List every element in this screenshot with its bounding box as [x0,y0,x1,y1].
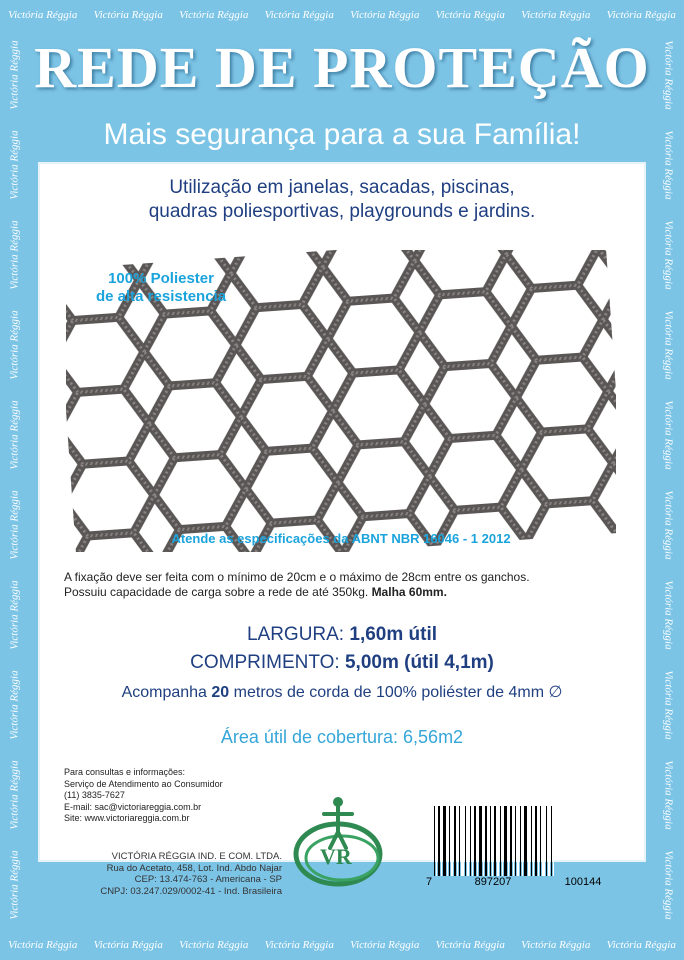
border-label: Victória Réggia [9,760,21,830]
border-label: Victória Réggia [663,310,675,380]
contact-info [64,767,223,825]
border-label: Victória Réggia [663,850,675,920]
abnt-note: Atende as especificações da ABNT NBR 16046 - 1 2012 [171,531,511,546]
barcode-bar [520,806,521,876]
barcode-bar [528,806,530,876]
barcode-bar [513,806,514,876]
barcode-bar [551,806,552,876]
rope-length: 20 [211,684,230,701]
capacity-text: Possuiu capacidade de carga sobre a rede de até 350kg. [64,585,369,599]
border-label: Victória Réggia [179,939,249,951]
border-right [654,30,684,930]
border-label: Victória Réggia [663,490,675,560]
barcode-bar [531,806,532,876]
barcode-bar [434,806,435,876]
barcode-bar [546,806,547,876]
barcode-bar [461,806,464,876]
border-label: Victória Réggia [521,939,591,951]
border-label: Victória Réggia [350,939,420,951]
contact-phone: (11) 3835-7627 [64,790,125,800]
length-value: 5,00m (útil 4,1m) [344,652,494,673]
barcode-bar [553,806,554,876]
border-label: Victória Réggia [9,130,21,200]
material-badge [96,270,226,306]
barcode-bar [441,806,442,876]
contact-email: E-mail: sac@victoriareggia.com.br [64,801,202,812]
badge-line: de alta resistencia [96,288,227,305]
length-spec [38,652,646,674]
area-label: Área útil de cobertura: [220,727,399,747]
barcode-bar [510,806,512,876]
fixation-line: A fixação deve ser feita com o mínimo de 20cm e o máximo de 28cm entre os ganchos. [64,570,530,584]
barcode-bar [494,806,496,876]
barcode-right: 100144 [564,876,602,888]
barcode-bar [457,806,458,876]
border-left [0,30,30,930]
barcode-bar [500,806,501,876]
border-label: Victória Réggia [663,40,675,110]
border-label: Victória Réggia [606,939,676,951]
fixation-line [64,585,634,600]
usage-text [38,176,646,224]
barcode-numbers [424,876,634,888]
border-label: Victória Réggia [521,9,591,21]
barcode-bar [492,806,493,876]
border-label: Victória Réggia [9,220,21,290]
border-label: Victória Réggia [9,580,21,650]
barcode-bar [533,806,534,876]
barcode-bar [522,806,523,876]
border-top [0,0,684,30]
border-label: Victória Réggia [9,400,21,470]
barcode-bar [524,806,527,876]
border-label: Victória Réggia [264,9,334,21]
barcode-bar [472,806,473,876]
border-label: Victória Réggia [350,9,420,21]
barcode-bar [497,806,499,876]
company-address: Rua do Acetato, 458, Lot. Ind. Abdo Najar [106,862,282,874]
contact-line: Para consultas e informações: [64,767,186,777]
contact-line: Serviço de Atendimento ao Consumidor [64,778,223,789]
border-bottom [0,930,684,960]
net-photo [66,250,616,552]
rope-text-b: metros de corda de 100% poliéster de 4mm [233,684,545,701]
border-label: Victória Réggia [179,9,249,21]
barcode-bar [542,806,545,876]
barcode-bar [483,806,484,876]
border-label: Victória Réggia [9,310,21,380]
border-label: Victória Réggia [8,9,78,21]
barcode-bar [470,806,471,876]
info-panel [38,162,646,897]
border-label: Victória Réggia [663,130,675,200]
barcode-bar [436,806,437,876]
border-label: Victória Réggia [663,670,675,740]
width-label: LARGURA: [246,624,345,645]
barcode-bar [485,806,487,876]
border-label: Victória Réggia [93,9,163,21]
company-name: VICTÓRIA RÉGGIA IND. E COM. LTDA. [111,851,282,862]
area-spec [38,727,646,748]
barcode-bar [479,806,482,876]
barcode-bar [540,806,541,876]
border-label: Victória Réggia [9,670,21,740]
company-cnpj: CNPJ: 03.247.029/0002-41 - Ind. Brasileira [100,885,282,897]
barcode-bars [424,806,634,876]
barcode-bar [477,806,478,876]
brand-logo [290,792,386,892]
product-title: REDE DE PROTEÇÃO [34,35,650,100]
product-subtitle: Mais segurança para a sua Família! [103,118,581,151]
border-label: Victória Réggia [435,9,505,21]
barcode-bar [502,806,503,876]
logo-letters: VR [320,844,352,869]
barcode-bar [535,806,537,876]
company-cep: CEP: 13.474-763 - Americana - SP [134,874,282,885]
border-label: Victória Réggia [663,580,675,650]
border-label: Victória Réggia [435,939,505,951]
border-label: Victória Réggia [9,40,21,110]
rope-text-a: Acompanha [121,684,207,701]
barcode-bar [459,806,460,876]
barcode-bar [490,806,491,876]
border-label: Victória Réggia [264,939,334,951]
area-value: 6,56m2 [403,727,464,747]
barcode-bar [465,806,466,876]
diameter-icon: ∅ [548,684,563,701]
mesh-size: Malha 60mm. [371,585,447,599]
border-label: Victória Réggia [663,220,675,290]
length-label: COMPRIMENTO: [190,652,340,673]
barcode-bar [548,806,550,876]
barcode-bar [447,806,448,876]
barcode-bar [443,806,446,876]
usage-line: quadras poliesportivas, playgrounds e jardins. [148,201,536,222]
barcode-left: 897207 [474,876,512,888]
fixation-note [64,570,634,600]
logo-icon [290,792,386,892]
barcode-bar [474,806,476,876]
border-label: Victória Réggia [9,490,21,560]
company-info [64,851,282,897]
barcode-bar [515,806,516,876]
barcode-bar [504,806,507,876]
barcode-bar [438,806,440,876]
width-value: 1,60m útil [349,624,438,645]
barcode-bar [538,806,539,876]
barcode-first: 7 [426,876,433,888]
barcode-bar [517,806,519,876]
border-label: Victória Réggia [663,400,675,470]
barcode-bar [449,806,450,876]
barcode-bar [454,806,456,876]
rope-spec [38,682,646,702]
barcode-bar [467,806,469,876]
barcode-bar [508,806,509,876]
border-label: Victória Réggia [663,760,675,830]
barcode-bar [488,806,489,876]
usage-line: Utilização em janelas, sacadas, piscinas, [169,177,515,198]
badge-line: 100% Poliester [108,270,214,287]
border-label: Victória Réggia [9,850,21,920]
barcode [424,806,634,898]
border-label: Victória Réggia [8,939,78,951]
contact-site: Site: www.victoriareggia.com.br [64,813,190,823]
border-label: Victória Réggia [93,939,163,951]
border-label: Victória Réggia [606,9,676,21]
barcode-bar [451,806,453,876]
width-spec [38,624,646,646]
